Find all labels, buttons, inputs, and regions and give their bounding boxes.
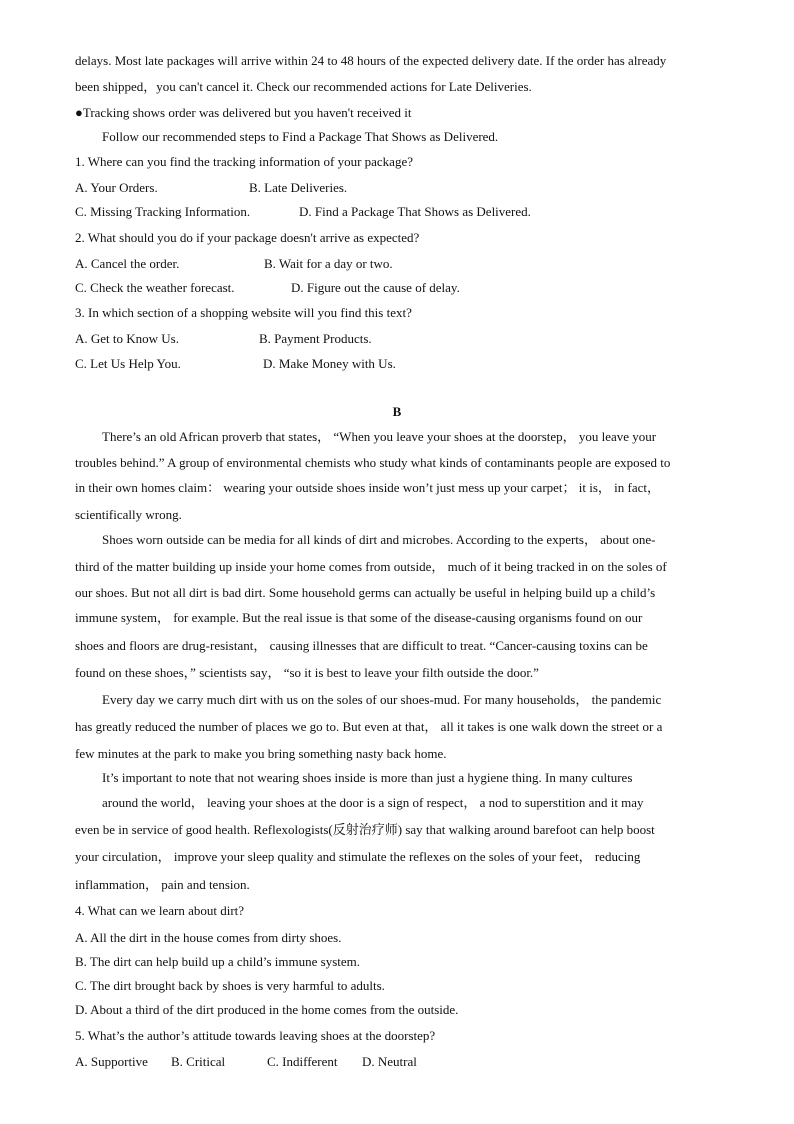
passage-b-p1-line-3: in their own homes claim： wearing your outside shoes inside won’t just mess up your carpet； it is， in fact，: [75, 480, 661, 495]
question-5-stem: 5. What’s the author’s attitude towards leaving shoes at the doorstep?: [75, 1028, 436, 1043]
question-1-option-c: C. Missing Tracking Information.: [75, 204, 251, 219]
passage-b-p1-line-2: troubles behind.” A group of environmental chemists who study what kinds of contaminants people are exposed to: [75, 455, 671, 470]
question-4-option-b: B. The dirt can help build up a child’s immune system.: [75, 954, 360, 969]
question-4-stem: 4. What can we learn about dirt?: [75, 903, 245, 918]
passage-b-p2-line-3: our shoes. But not all dirt is bad dirt. Some household germs can actually be useful in helping build up a child’s: [75, 585, 656, 600]
passage-b-p2-line-2: third of the matter building up inside your home comes from outside， much of it being tracked in on the soles of: [75, 559, 667, 574]
passage-b-p1-line-1: There’s an old African proverb that states， “When you leave your shoes at the doorstep， you leave your: [102, 429, 657, 444]
passage-b-p4-line-3: even be in service of good health. Reflexologists(反射治疗师) say that walking around barefoot can help boost: [75, 822, 655, 837]
question-5-option-b: B. Critical: [171, 1054, 226, 1069]
question-1-option-a: A. Your Orders.: [75, 180, 158, 195]
passage-b-p3-line-3: few minutes at the park to make you bring something nasty back home.: [75, 746, 447, 761]
passage-b-p1-line-4: scientifically wrong.: [75, 507, 182, 522]
passage-b-p2-line-6: found on these shoes，” scientists say， “so it is best to leave your filth outside the door.”: [75, 665, 539, 680]
passage-b-p4-line-2: around the world， leaving your shoes at the door is a sign of respect， a nod to superstition and it may: [102, 795, 644, 810]
passage-b-p4-line-5: inflammation， pain and tension.: [75, 877, 250, 892]
passage-b-p2-line-4: immune system， for example. But the real issue is that some of the disease-causing organisms found on our: [75, 610, 643, 625]
question-5-option-d: D. Neutral: [362, 1054, 417, 1069]
question-1-option-b: B. Late Deliveries.: [249, 180, 348, 195]
question-3-option-a: A. Get to Know Us.: [75, 331, 179, 346]
passage-a-line-1: delays. Most late packages will arrive within 24 to 48 hours of the expected delivery date. If the order has already: [75, 53, 667, 68]
passage-a-line-2: been shipped，you can't cancel it. Check our recommended actions for Late Deliveries.: [75, 79, 532, 94]
question-4-option-d: D. About a third of the dirt produced in the home comes from the outside.: [75, 1002, 459, 1017]
question-5-option-a: A. Supportive: [75, 1054, 148, 1069]
question-2-option-c: C. Check the weather forecast.: [75, 280, 235, 295]
passage-b-p3-line-1: Every day we carry much dirt with us on the soles of our shoes-mud. For many households， the pandemic: [102, 692, 662, 707]
passage-b-p3-line-2: has greatly reduced the number of places we go to. But even at that， all it takes is one walk down the street or a: [75, 719, 663, 734]
passage-b-p2-line-1: Shoes worn outside can be media for all kinds of dirt and microbes. According to the experts， about one-: [102, 532, 656, 547]
section-b-heading: B: [392, 404, 402, 419]
question-3-option-d: D. Make Money with Us.: [263, 356, 396, 371]
question-5-option-c: C. Indifferent: [267, 1054, 338, 1069]
passage-a-bullet: ●Tracking shows order was delivered but you haven't received it: [75, 105, 412, 120]
question-2-option-a: A. Cancel the order.: [75, 256, 180, 271]
question-4-option-a: A. All the dirt in the house comes from dirty shoes.: [75, 930, 342, 945]
passage-b-p4-line-4: your circulation， improve your sleep quality and stimulate the reflexes on the soles of your feet， reducing: [75, 849, 641, 864]
question-3-stem: 3. In which section of a shopping website will you find this text?: [75, 305, 412, 320]
question-2-option-d: D. Figure out the cause of delay.: [291, 280, 460, 295]
passage-a-line-4: Follow our recommended steps to Find a Package That Shows as Delivered.: [102, 129, 499, 144]
passage-b-p4-line-1: It’s important to note that not wearing shoes inside is more than just a hygiene thing. In many cultures: [102, 770, 633, 785]
question-3-option-c: C. Let Us Help You.: [75, 356, 181, 371]
question-2-stem: 2. What should you do if your package doesn't arrive as expected?: [75, 230, 420, 245]
question-1-stem: 1. Where can you find the tracking information of your package?: [75, 154, 413, 169]
question-3-option-b: B. Payment Products.: [259, 331, 372, 346]
question-1-option-d: D. Find a Package That Shows as Delivered.: [299, 204, 531, 219]
question-4-option-c: C. The dirt brought back by shoes is very harmful to adults.: [75, 978, 385, 993]
passage-b-p2-line-5: shoes and floors are drug-resistant， causing illnesses that are difficult to treat. “Cancer-causing toxins can be: [75, 638, 648, 653]
question-2-option-b: B. Wait for a day or two.: [264, 256, 393, 271]
